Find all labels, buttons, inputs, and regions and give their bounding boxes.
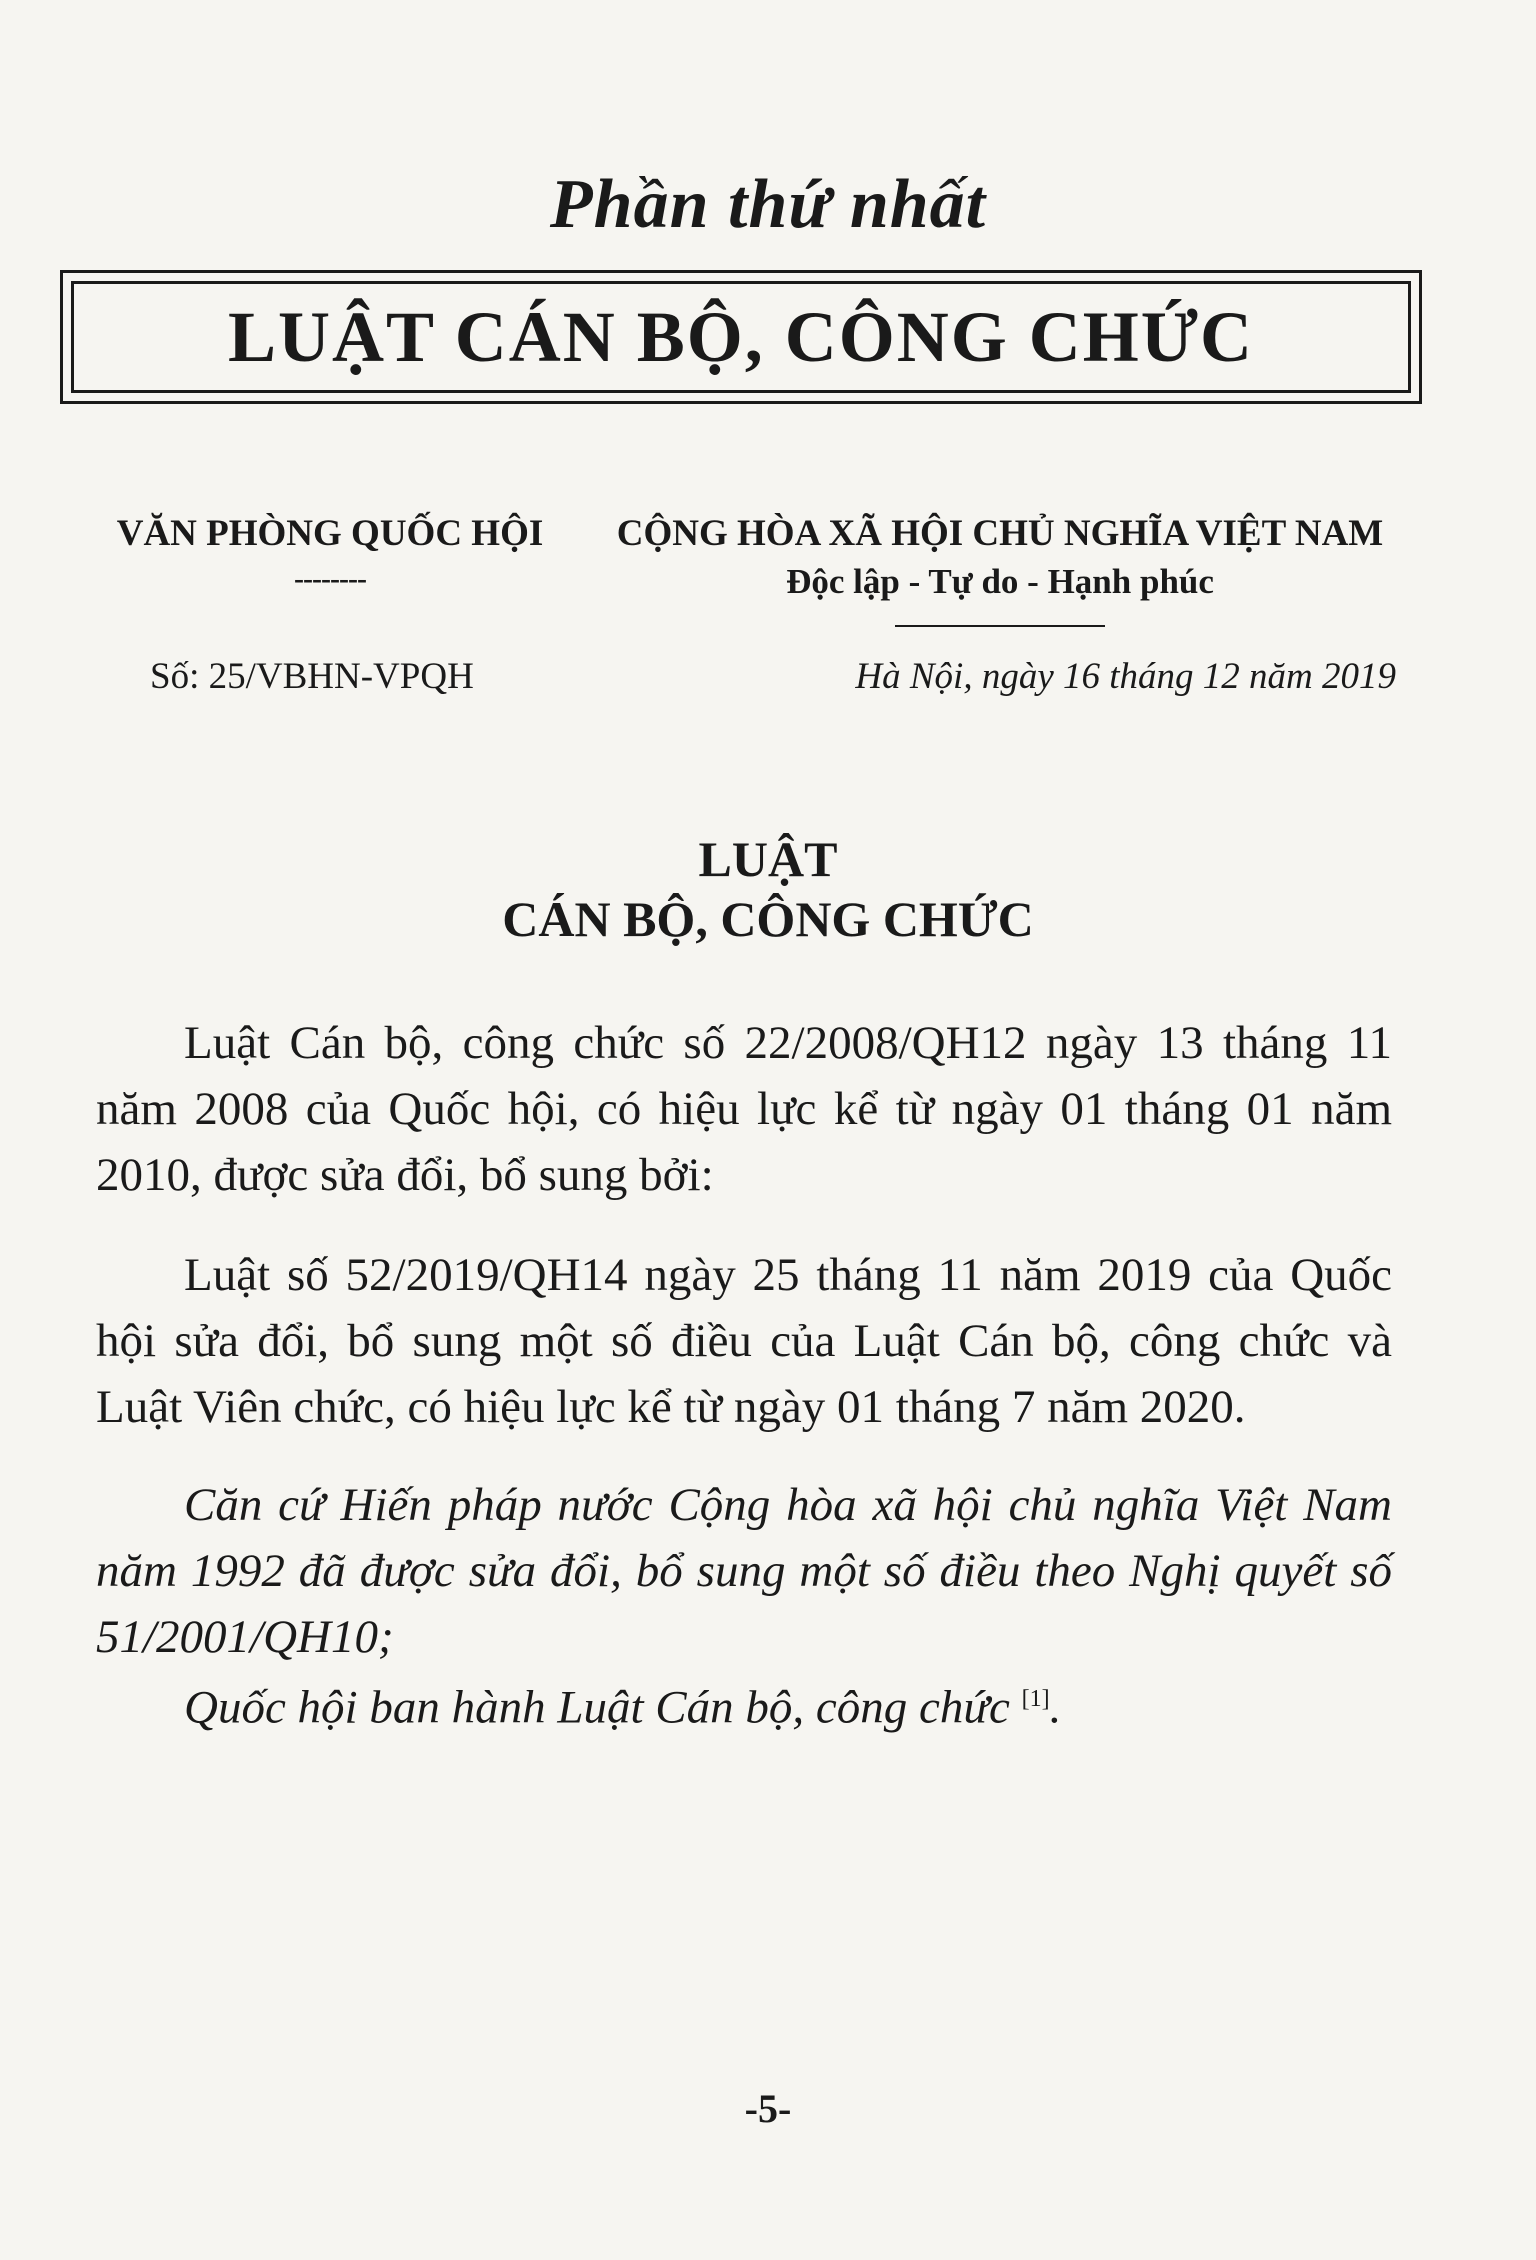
enactment-text: Quốc hội ban hành Luật Cán bộ, công chức xyxy=(184,1681,1022,1734)
motto-underline xyxy=(895,625,1105,627)
paragraph-enactment xyxy=(96,1666,1392,1741)
part-title: Phần thứ nhất xyxy=(549,166,987,243)
paragraph-amending-law: Luật số 52/2019/QH14 ngày 25 tháng 11 năm 2019 của Quốc hội sửa đổi, bổ sung một số điều của Luật Cán bộ, công chức và Luật Viên chức, có hiệu lực kể từ ngày 01 tháng 7 năm 2020. xyxy=(96,1249,1392,1433)
place-and-date: Hà Nội, ngày 16 tháng 12 năm 2019 xyxy=(855,656,1396,697)
title-banner-inner-frame xyxy=(71,281,1411,393)
issuing-organization-divider: -------- xyxy=(294,562,366,595)
paragraph-original-law: Luật Cán bộ, công chức số 22/2008/QH12 ngày 13 tháng 11 năm 2008 của Quốc hội, có hiệu lực kể từ ngày 01 tháng 01 năm 2010, được sửa đổi, bổ sung bởi: xyxy=(96,1017,1392,1201)
page-number: -5- xyxy=(744,2086,792,2131)
state-name: CỘNG HÒA XÃ HỘI CHỦ NGHĨA VIỆT NAM xyxy=(616,513,1384,554)
issuing-organization: VĂN PHÒNG QUỐC HỘI xyxy=(116,513,544,554)
paragraph-legal-basis: Căn cứ Hiến pháp nước Cộng hòa xã hội chủ nghĩa Việt Nam năm 1992 đã được sửa đổi, bổ sung một số điều theo Nghị quyết số 51/2001/QH10; xyxy=(96,1479,1392,1663)
law-title: LUẬT xyxy=(698,831,838,887)
title-banner xyxy=(60,270,1422,404)
law-subtitle: CÁN BỘ, CÔNG CHỨC xyxy=(502,891,1034,947)
banner-title: LUẬT CÁN BỘ, CÔNG CHỨC xyxy=(227,296,1255,377)
footnote-marker[interactable]: [1] xyxy=(1021,1686,1050,1712)
document-number: Số: 25/VBHN-VPQH xyxy=(150,656,474,697)
national-motto: Độc lập - Tự do - Hạnh phúc xyxy=(786,562,1214,601)
enactment-period: . xyxy=(1049,1681,1062,1734)
